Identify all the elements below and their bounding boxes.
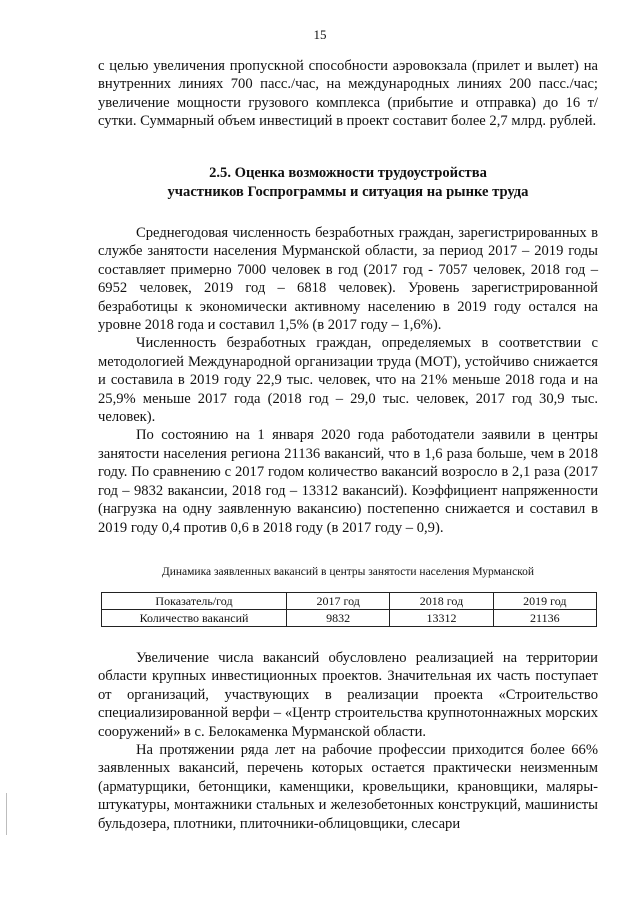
table-cell: 9832	[287, 610, 390, 627]
page-number: 15	[313, 27, 327, 42]
table-caption: Динамика заявленных вакансий в центры занятости населения Мурманской	[161, 566, 535, 578]
scan-margin-mark	[6, 793, 7, 835]
table-cell: 21136	[493, 610, 596, 627]
intro-paragraph-block	[98, 57, 598, 131]
table-header-cell: 2018 год	[390, 593, 493, 610]
section-heading-line-1: 2.5. Оценка возможности трудоустройства	[209, 165, 487, 181]
section-heading-line-2: участников Госпрограммы и ситуация на рынке труда	[167, 183, 529, 200]
paragraph-ilo-unemployment: Численность безработных граждан, определяемых в соответствии с методологией Международной организации труда (МОТ), устойчиво снижается и составила в 2019 году 22,9 тыс. человек, что на 21% меньше 2018 года и на 25,9% меньше 2017 года (2018 год – 29,0 тыс. человек, 2017 год 30,9 тыс. человек).	[98, 335, 598, 426]
paragraph-vacancy-growth: Увеличение числа вакансий обусловлено реализацией на территории области крупных инвестиционных проектов. Значительная их часть поступает от организаций, участвующих в реализации проекта «Строительство специализированной верфи – «Центр строительства крупнотоннажных морских сооружений» в с. Белокаменка Мурманской области.	[98, 650, 598, 740]
table-header-cell: 2017 год	[287, 593, 390, 610]
vacancies-table	[101, 592, 597, 627]
paragraphs-after-table	[98, 649, 598, 833]
paragraph-working-professions: На протяжении ряда лет на рабочие профессии приходится более 66% заявленных вакансий, перечень которых остается практически неизменным (арматурщики, бетонщики, каменщики, кровельщики, крановщики, маляры-штукатуры, монтажники стальных и железобетонных конструкций, машинисты бульдозера, плотники, плиточники-облицовщики, слесари	[98, 742, 598, 832]
paragraph-unemployment: Среднегодовая численность безработных граждан, зарегистрированных в службе занятости населения Мурманской области, за период 2017 – 2019 годы составляет примерно 7000 человек в год (2017 год - 7057 человек, 2018 год – 6952 человек, 2019 год – 6818 человек). Уровень зарегистрированной безработицы к экономически активному населению в 2019 году остался на уровне 2018 года и составил 1,5% (в 2017 году – 1,6%).	[98, 225, 598, 334]
table-header-cell: 2019 год	[493, 593, 596, 610]
paragraph-vacancies: По состоянию на 1 января 2020 года работодатели заявили в центры занятости населения региона 21136 вакансий, что в 1,6 раза больше, чем в 2018 году. По сравнению с 2017 годом количество вакансий возросло в 2,1 раза (2017 год – 9832 вакансии, 2018 год – 13312 вакансий). Коэффициент напряженности (нагрузка на одну заявленную вакансию) постепенно снижается и составил в 2019 году 0,4 против 0,6 в 2018 году (в 2017 году – 0,9).	[98, 427, 598, 536]
intro-paragraph: с целью увеличения пропускной способности аэровокзала (прилет и вылет) на внутренних линиях 700 пасс./час, на международных линиях 200 пасс./час; увеличение мощности грузового комплекса (прибытие и отправка) до 16 т/сутки. Суммарный объем инвестиций в проект составит более 2,7 млрд. рублей.	[98, 58, 598, 130]
table-header-row	[102, 593, 597, 610]
table-cell: 13312	[390, 610, 493, 627]
table-row	[102, 610, 597, 627]
section-heading	[98, 164, 598, 201]
table-header-cell: Показатель/год	[102, 593, 287, 610]
table-cell: Количество вакансий	[102, 610, 287, 627]
paragraphs-before-table	[98, 224, 598, 537]
